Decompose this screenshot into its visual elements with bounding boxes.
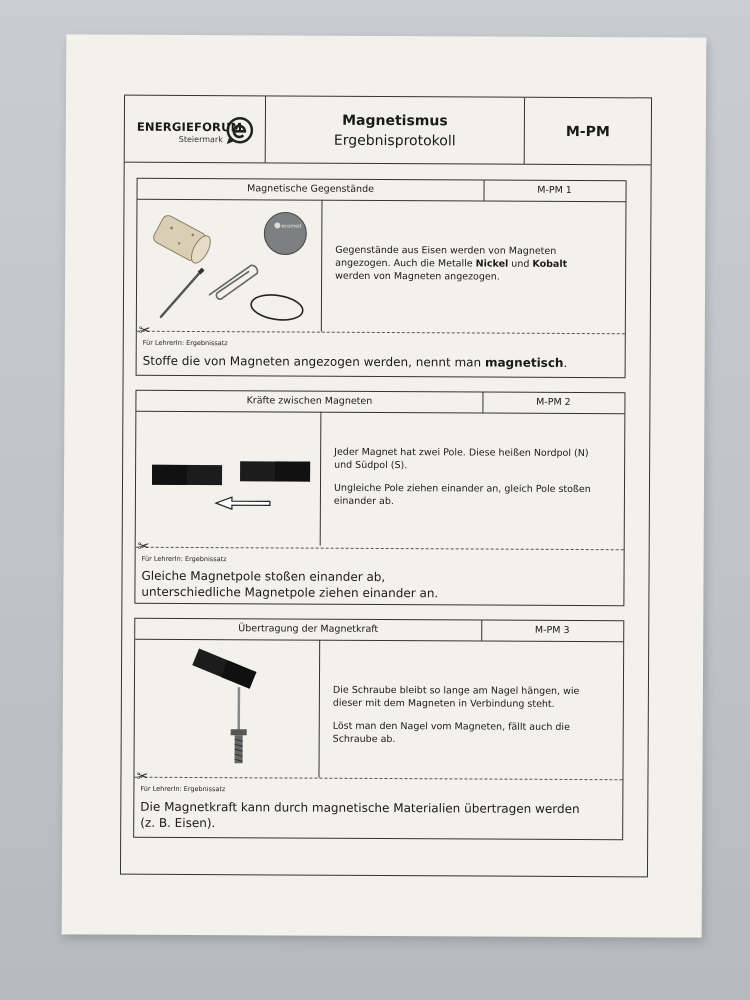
scissors-icon: ✂ (137, 538, 150, 555)
worksheet-header (125, 96, 651, 166)
section-paragraph: Jeder Magnet hat zwei Pole. Diese heißen Nordpol (N) und Südpol (S). (334, 446, 589, 472)
section-magnetic-objects (136, 178, 627, 379)
paper-sheet (62, 34, 707, 937)
section-text (333, 684, 609, 757)
section-code: M-PM 1 (537, 184, 572, 196)
highlight-kobalt: Kobalt (532, 258, 568, 270)
cut-line (137, 331, 625, 335)
teacher-label: Für LehrerIn: Ergebnissatz (140, 784, 226, 794)
energieforum-logo-icon (225, 116, 255, 146)
answer-sentence: Gleiche Magnetpole stoßen einander ab, unterschiedliche Magnetpole ziehen einander an. (141, 568, 439, 601)
cut-line (134, 777, 622, 781)
teacher-label: Für LehrerIn: Ergebnissatz (141, 554, 227, 564)
magnetic-objects-illustration (137, 199, 322, 332)
section-code: M-PM 3 (534, 624, 570, 636)
title-cell (266, 96, 525, 163)
worksheet-code: M-PM (565, 123, 610, 141)
page-title: Magnetismus (342, 112, 448, 130)
section-paragraph: Ungleiche Pole ziehen einander an, gleich Pole stoßen einander ab. (333, 482, 591, 508)
cut-line (136, 547, 624, 551)
image-cell (137, 199, 323, 332)
section-code: M-PM 2 (536, 396, 571, 408)
section-paragraph: Gegenstände aus Eisen werden von Magneten angezogen. Auch die Metalle Nickel und Kobalt werden von Magneten angezogen. (335, 244, 568, 283)
teacher-label: Für LehrerIn: Ergebnissatz (142, 338, 228, 348)
section-transfer-magnetic-force (133, 618, 624, 841)
worksheet-frame (120, 95, 652, 878)
code-cell (525, 98, 651, 165)
highlight-nickel: Nickel (475, 258, 509, 270)
image-cell (136, 411, 322, 546)
section-text (334, 446, 602, 519)
magnet-nail-screw-illustration (134, 639, 319, 778)
answer-sentence: Die Magnetkraft kann durch magnetische Materialien übertragen werden (z. B. Eisen). (140, 799, 580, 831)
page-subtitle: Ergebnisprotokoll (333, 132, 456, 150)
section-title: Kräfte zwischen Magneten (246, 395, 373, 407)
section-forces-between-magnets (134, 390, 625, 607)
scissors-icon: ✂ (136, 768, 149, 785)
logo-text: ENERGIEFORUM (136, 119, 243, 135)
magnets-repelling-illustration (136, 411, 321, 546)
scissors-icon: ✂ (138, 322, 151, 339)
section-title: Magnetische Gegenstände (247, 183, 375, 195)
image-cell (134, 639, 320, 778)
svg-text:ecomed: ecomed (281, 223, 302, 230)
logo-cell (125, 96, 266, 163)
section-paragraph: Die Schraube bleibt so lange am Nagel hängen, wie dieser mit dem Magneten in Verbindung steht. (332, 684, 580, 710)
section-paragraph: Löst man den Nagel vom Magneten, fällt auch die Schraube ab. (332, 720, 570, 746)
answer-sentence: Stoffe die von Magneten angezogen werden, nennt man magnetisch. (142, 353, 568, 370)
logo-subtitle: Steiermark (178, 134, 223, 145)
section-title: Übertragung der Magnetkraft (238, 623, 379, 635)
section-text (335, 244, 605, 294)
